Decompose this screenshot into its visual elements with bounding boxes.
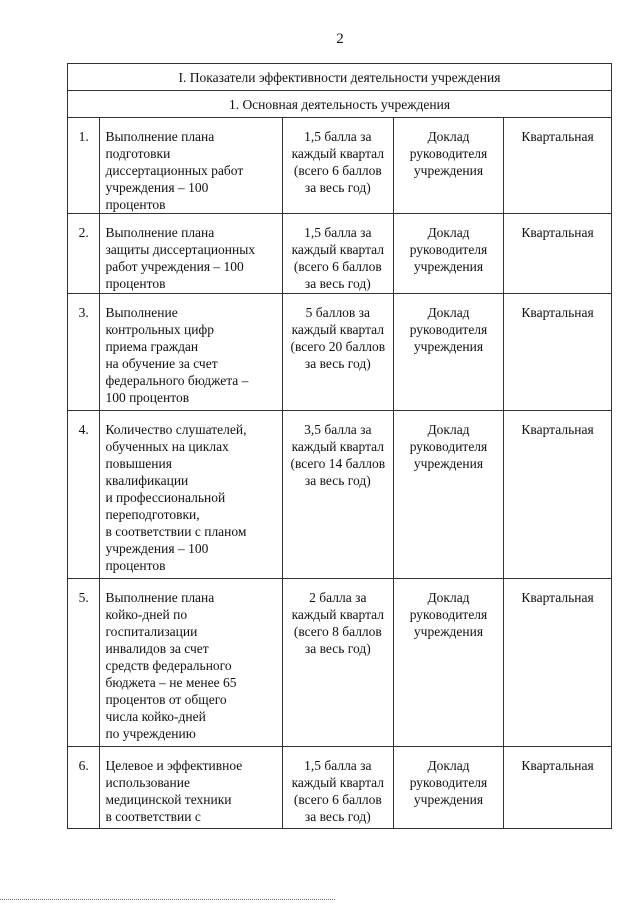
indicator-name-line: приема граждан xyxy=(105,339,199,354)
indicator-points-line: каждый квартал xyxy=(291,607,385,622)
indicator-name xyxy=(100,118,282,214)
row-number xyxy=(68,579,100,747)
indicator-report-line: учреждения xyxy=(413,339,484,354)
indicator-name-line: квалификации xyxy=(105,473,189,488)
indicator-name-line: процентов от общего xyxy=(105,692,227,707)
indicator-points-line: за весь год) xyxy=(304,473,371,488)
indicator-name-line: инвалидов за счет xyxy=(105,641,209,656)
row-number xyxy=(68,294,100,411)
indicator-name-line: учреждения – 100 xyxy=(105,180,209,195)
indicator-name-line: работ учреждения – 100 xyxy=(105,259,244,274)
indicator-period xyxy=(504,411,612,579)
indicator-report-line: Доклад xyxy=(427,305,470,320)
indicator-name xyxy=(100,411,282,579)
indicator-period-line: Квартальная xyxy=(521,129,594,144)
indicator-period xyxy=(504,294,612,411)
indicator-name-line: в соответствии с xyxy=(105,809,201,824)
indicator-name-line: в соответствии с планом xyxy=(105,524,247,539)
indicator-period-line: Квартальная xyxy=(521,758,594,773)
indicator-points-line: (всего 8 баллов xyxy=(293,624,382,639)
indicator-name-line: числа койко-дней xyxy=(105,709,206,724)
indicator-name xyxy=(100,579,282,747)
indicator-points-line: (всего 6 баллов xyxy=(293,259,382,274)
table-row xyxy=(68,118,612,214)
indicator-points-line: (всего 20 баллов xyxy=(290,339,386,354)
section-header-row xyxy=(68,64,612,91)
indicator-points-line: за весь год) xyxy=(304,356,371,371)
indicator-points-line: 1,5 балла за xyxy=(304,129,372,144)
indicator-name-line: госпитализации xyxy=(105,624,198,639)
bottom-dotted-rule xyxy=(0,899,335,900)
indicator-name-line: федерального бюджета – xyxy=(105,373,249,388)
row-number-line: 5. xyxy=(78,590,89,605)
indicator-name-line: подготовки xyxy=(105,146,171,161)
indicator-period xyxy=(504,214,612,294)
indicator-report-line: учреждения xyxy=(413,624,484,639)
indicator-points-line: 2 балла за xyxy=(309,590,367,605)
row-number-line: 6. xyxy=(78,758,89,773)
indicator-points-line: за весь год) xyxy=(304,180,371,195)
indicator-report-line: руководителя xyxy=(409,439,488,454)
indicator-period xyxy=(504,579,612,747)
indicator-points-line: 5 баллов за xyxy=(305,305,371,320)
indicator-name-line: Выполнение плана xyxy=(105,590,215,605)
indicator-name-line: койко-дней по xyxy=(105,607,188,622)
table-row xyxy=(68,411,612,579)
indicator-name-line: Выполнение плана xyxy=(105,129,215,144)
table-row xyxy=(68,579,612,747)
indicator-points-line: за весь год) xyxy=(304,641,371,656)
row-number xyxy=(68,118,100,214)
indicator-report-line: руководителя xyxy=(409,322,488,337)
indicator-report-line: Доклад xyxy=(427,129,470,144)
indicator-points-line: 1,5 балла за xyxy=(304,758,372,773)
indicator-name-line: 100 процентов xyxy=(105,390,190,405)
indicator-points xyxy=(282,214,393,294)
indicator-name-line: процентов xyxy=(105,558,166,573)
indicator-points-line: (всего 14 баллов xyxy=(290,456,386,471)
table-row xyxy=(68,747,612,829)
indicator-report-line: руководителя xyxy=(409,775,488,790)
indicator-name xyxy=(100,294,282,411)
indicator-points-line: каждый квартал xyxy=(291,775,385,790)
indicator-points-line: каждый квартал xyxy=(291,146,385,161)
indicators-table xyxy=(67,63,612,829)
indicator-name xyxy=(100,747,282,829)
indicator-points xyxy=(282,747,393,829)
indicator-name-line: диссертационных работ xyxy=(105,163,244,178)
indicator-name-line: повышения xyxy=(105,456,172,471)
indicator-report-line: учреждения xyxy=(413,456,484,471)
indicator-name-line: Выполнение xyxy=(105,305,178,320)
indicator-report xyxy=(393,118,503,214)
indicator-report xyxy=(393,411,503,579)
indicator-points xyxy=(282,294,393,411)
indicator-report xyxy=(393,747,503,829)
indicator-points xyxy=(282,118,393,214)
indicator-name-line: медицинской техники xyxy=(105,792,232,807)
indicator-report-line: учреждения xyxy=(413,259,484,274)
row-number-line: 2. xyxy=(78,225,89,240)
indicator-points-line: за весь год) xyxy=(304,276,371,291)
row-number xyxy=(68,747,100,829)
indicator-name-line: контрольных цифр xyxy=(105,322,214,337)
indicator-name xyxy=(100,214,282,294)
indicator-points-line: за весь год) xyxy=(304,809,371,824)
row-number-line: 4. xyxy=(78,422,89,437)
indicator-name-line: Количество слушателей, xyxy=(105,422,247,437)
indicator-period xyxy=(504,118,612,214)
row-number xyxy=(68,411,100,579)
indicator-name-line: процентов xyxy=(105,276,166,291)
indicator-report-line: Доклад xyxy=(427,758,470,773)
indicator-points-line: (всего 6 баллов xyxy=(293,163,382,178)
indicator-report-line: учреждения xyxy=(413,163,484,178)
subsection-header: 1. Основная деятельность учреждения xyxy=(68,91,612,118)
indicator-points xyxy=(282,411,393,579)
indicator-name-line: учреждения – 100 xyxy=(105,541,209,556)
row-number-line: 3. xyxy=(78,305,89,320)
indicator-points-line: 3,5 балла за xyxy=(304,422,372,437)
indicator-period xyxy=(504,747,612,829)
indicator-name-line: и профессиональной xyxy=(105,490,226,505)
indicator-points-line: 1,5 балла за xyxy=(304,225,372,240)
indicator-period-line: Квартальная xyxy=(521,225,594,240)
indicator-report-line: Доклад xyxy=(427,590,470,605)
indicator-name-line: по учреждению xyxy=(105,726,196,741)
indicator-points-line: каждый квартал xyxy=(291,322,385,337)
indicator-points xyxy=(282,579,393,747)
indicator-report-line: учреждения xyxy=(413,792,484,807)
table-row xyxy=(68,214,612,294)
indicator-name-line: бюджета – не менее 65 xyxy=(105,675,237,690)
indicator-points-line: (всего 6 баллов xyxy=(293,792,382,807)
indicator-name-line: защиты диссертационных xyxy=(105,242,256,257)
page-number: 2 xyxy=(336,31,344,47)
indicator-name-line: использование xyxy=(105,775,190,790)
indicator-report xyxy=(393,294,503,411)
row-number-line: 1. xyxy=(78,129,89,144)
indicator-name-line: на обучение за счет xyxy=(105,356,218,371)
row-number xyxy=(68,214,100,294)
indicator-report-line: руководителя xyxy=(409,242,488,257)
indicator-name-line: средств федерального xyxy=(105,658,232,673)
indicator-report xyxy=(393,579,503,747)
indicator-report-line: Доклад xyxy=(427,225,470,240)
subsection-header-row xyxy=(68,91,612,118)
indicator-period-line: Квартальная xyxy=(521,305,594,320)
indicator-report-line: Доклад xyxy=(427,422,470,437)
indicator-name-line: Целевое и эффективное xyxy=(105,758,243,773)
indicator-report-line: руководителя xyxy=(409,607,488,622)
indicator-name-line: Выполнение плана xyxy=(105,225,215,240)
indicator-period-line: Квартальная xyxy=(521,590,594,605)
indicator-period-line: Квартальная xyxy=(521,422,594,437)
indicator-name-line: обученных на циклах xyxy=(105,439,229,454)
indicator-report xyxy=(393,214,503,294)
table-row xyxy=(68,294,612,411)
section-header: I. Показатели эффективности деятельности учреждения xyxy=(68,64,612,91)
indicator-name-line: переподготовки, xyxy=(105,507,200,522)
indicator-report-line: руководителя xyxy=(409,146,488,161)
indicator-points-line: каждый квартал xyxy=(291,242,385,257)
indicator-points-line: каждый квартал xyxy=(291,439,385,454)
indicator-name-line: процентов xyxy=(105,197,166,212)
